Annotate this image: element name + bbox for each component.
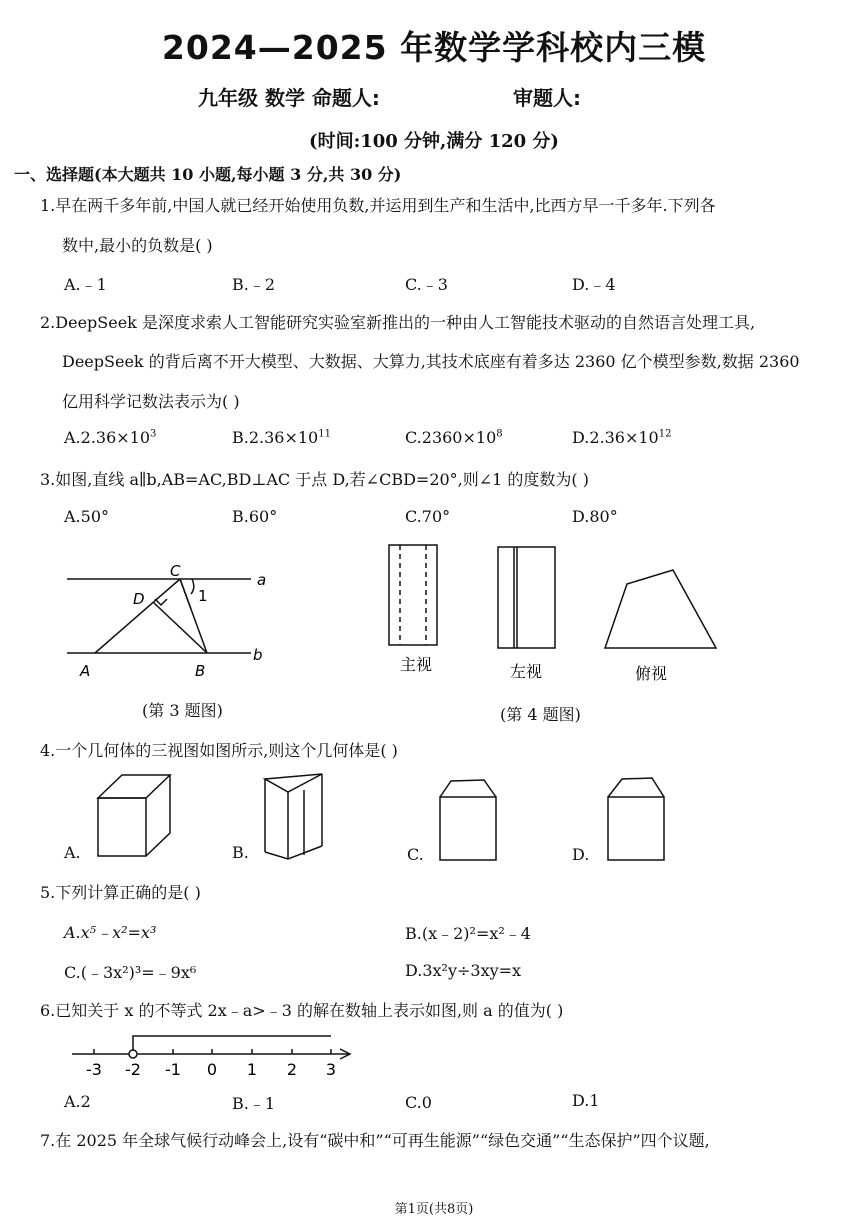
q4-option-b: B. [232, 843, 249, 862]
q2-option-d: $D.2.36\times 10^{12}$ [572, 428, 672, 447]
reviewer-line: 审题人: [513, 86, 581, 110]
q7-line1: 7.在 2025 年全球气候行动峰会上,设有“碳中和”“可再生能源”“绿色交通”“生态保护”四个议题, [40, 1131, 710, 1150]
q1-option-d: D.﹣4 [572, 275, 616, 294]
q1-option-b: B.﹣2 [232, 275, 276, 294]
label-a-line: a [257, 571, 267, 589]
front-view-label: 主视 [400, 655, 433, 674]
q4-option-a: A. [64, 843, 81, 862]
q6-option-d: D.1 [572, 1091, 600, 1110]
tick-label-neg3: -3 [86, 1060, 102, 1079]
q3-option-c: C.70° [405, 507, 451, 526]
tick-label-3: 3 [325, 1060, 337, 1079]
section-heading: 一、选择题(本大题共 10 小题,每小题 3 分,共 30 分) [14, 165, 402, 184]
label-b-line: b [253, 646, 263, 664]
q4-option-d: D. [572, 845, 590, 864]
q2-option-b: $B.2.36\times 10^{11}$ [232, 428, 331, 447]
q2-option-c: $C.2360\times 10^8$ [405, 428, 503, 447]
q1-option-c: C.﹣3 [405, 275, 448, 294]
q4-figure-caption: (第 4 题图) [500, 705, 581, 724]
q6-option-b: B.﹣1 [232, 1094, 276, 1113]
side-view-label: 左视 [510, 662, 543, 681]
q1-line2: 数中,最小的负数是( ) [62, 236, 213, 255]
q4-option-c: C. [407, 845, 424, 864]
q3-line1: 3.如图,直线 a∥b,AB=AC,BD⊥AC 于点 D,若∠CBD=20°,则∠1 的度数为( ) [40, 470, 590, 489]
q6-option-a: A.2 [64, 1092, 91, 1111]
label-b-point: B [195, 662, 206, 680]
q5-line1: 5.下列计算正确的是( ) [40, 883, 201, 902]
tick-label-neg1: -1 [165, 1060, 181, 1079]
tick-label-0: 0 [206, 1060, 218, 1079]
q5-option-d: D.3x²y÷3xy=x [405, 961, 522, 980]
q1-line1: 1.早在两千多年前,中国人就已经开始使用负数,并运用到生产和生活中,比西方早一千多年.下列各 [40, 196, 716, 215]
q2-option-a: $A.2.36\times 10^3$ [64, 428, 157, 447]
q2-line1: 2.DeepSeek 是深度求索人工智能研究实验室新推出的一种由人工智能技术驱动的自然语言处理工具, [40, 313, 756, 332]
tick-label-2: 2 [286, 1060, 298, 1079]
grade-setter-line: 九年级 数学 命题人: [198, 86, 380, 110]
q3-option-b: B.60° [232, 507, 278, 526]
page-footer: 第1页(共8页) [394, 1202, 474, 1217]
q1-option-a: A.﹣1 [64, 275, 107, 294]
tick-label-1: 1 [246, 1060, 258, 1079]
tick-label-neg2: -2 [125, 1060, 141, 1079]
q6-line1: 6.已知关于 x 的不等式 2x﹣a>﹣3 的解在数轴上表示如图,则 a 的值为( ) [40, 1001, 564, 1020]
q6-option-c: C.0 [405, 1093, 432, 1112]
q2-line3: 亿用科学记数法表示为( ) [62, 392, 240, 411]
q5-option-b: B.(x﹣2)²=x²﹣4 [405, 924, 531, 943]
q3-option-d: D.80° [572, 507, 618, 526]
label-angle-1: 1 [198, 587, 208, 605]
q5-option-a: A.x⁵﹣x²=x³ [64, 923, 157, 942]
label-c: C [170, 562, 181, 580]
exam-title: 2024—2025 年数学学科校内三模 [161, 28, 707, 67]
time-info: (时间:100 分钟,满分 120 分) [309, 131, 559, 152]
q2-line2: DeepSeek 的背后离不开大模型、大数据、大算力,其技术底座有着多达 2360 亿个模型参数,数据 2360 [62, 352, 800, 371]
q5-option-c: C.(﹣3x²)³=﹣9x⁶ [64, 963, 197, 982]
q3-option-a: A.50° [64, 507, 109, 526]
label-a-point: A [80, 662, 91, 680]
label-d: D [133, 590, 145, 608]
q3-figure-caption: (第 3 题图) [142, 701, 223, 720]
top-view-label: 俯视 [635, 664, 668, 683]
q4-line1: 4.一个几何体的三视图如图所示,则这个几何体是( ) [40, 741, 398, 760]
